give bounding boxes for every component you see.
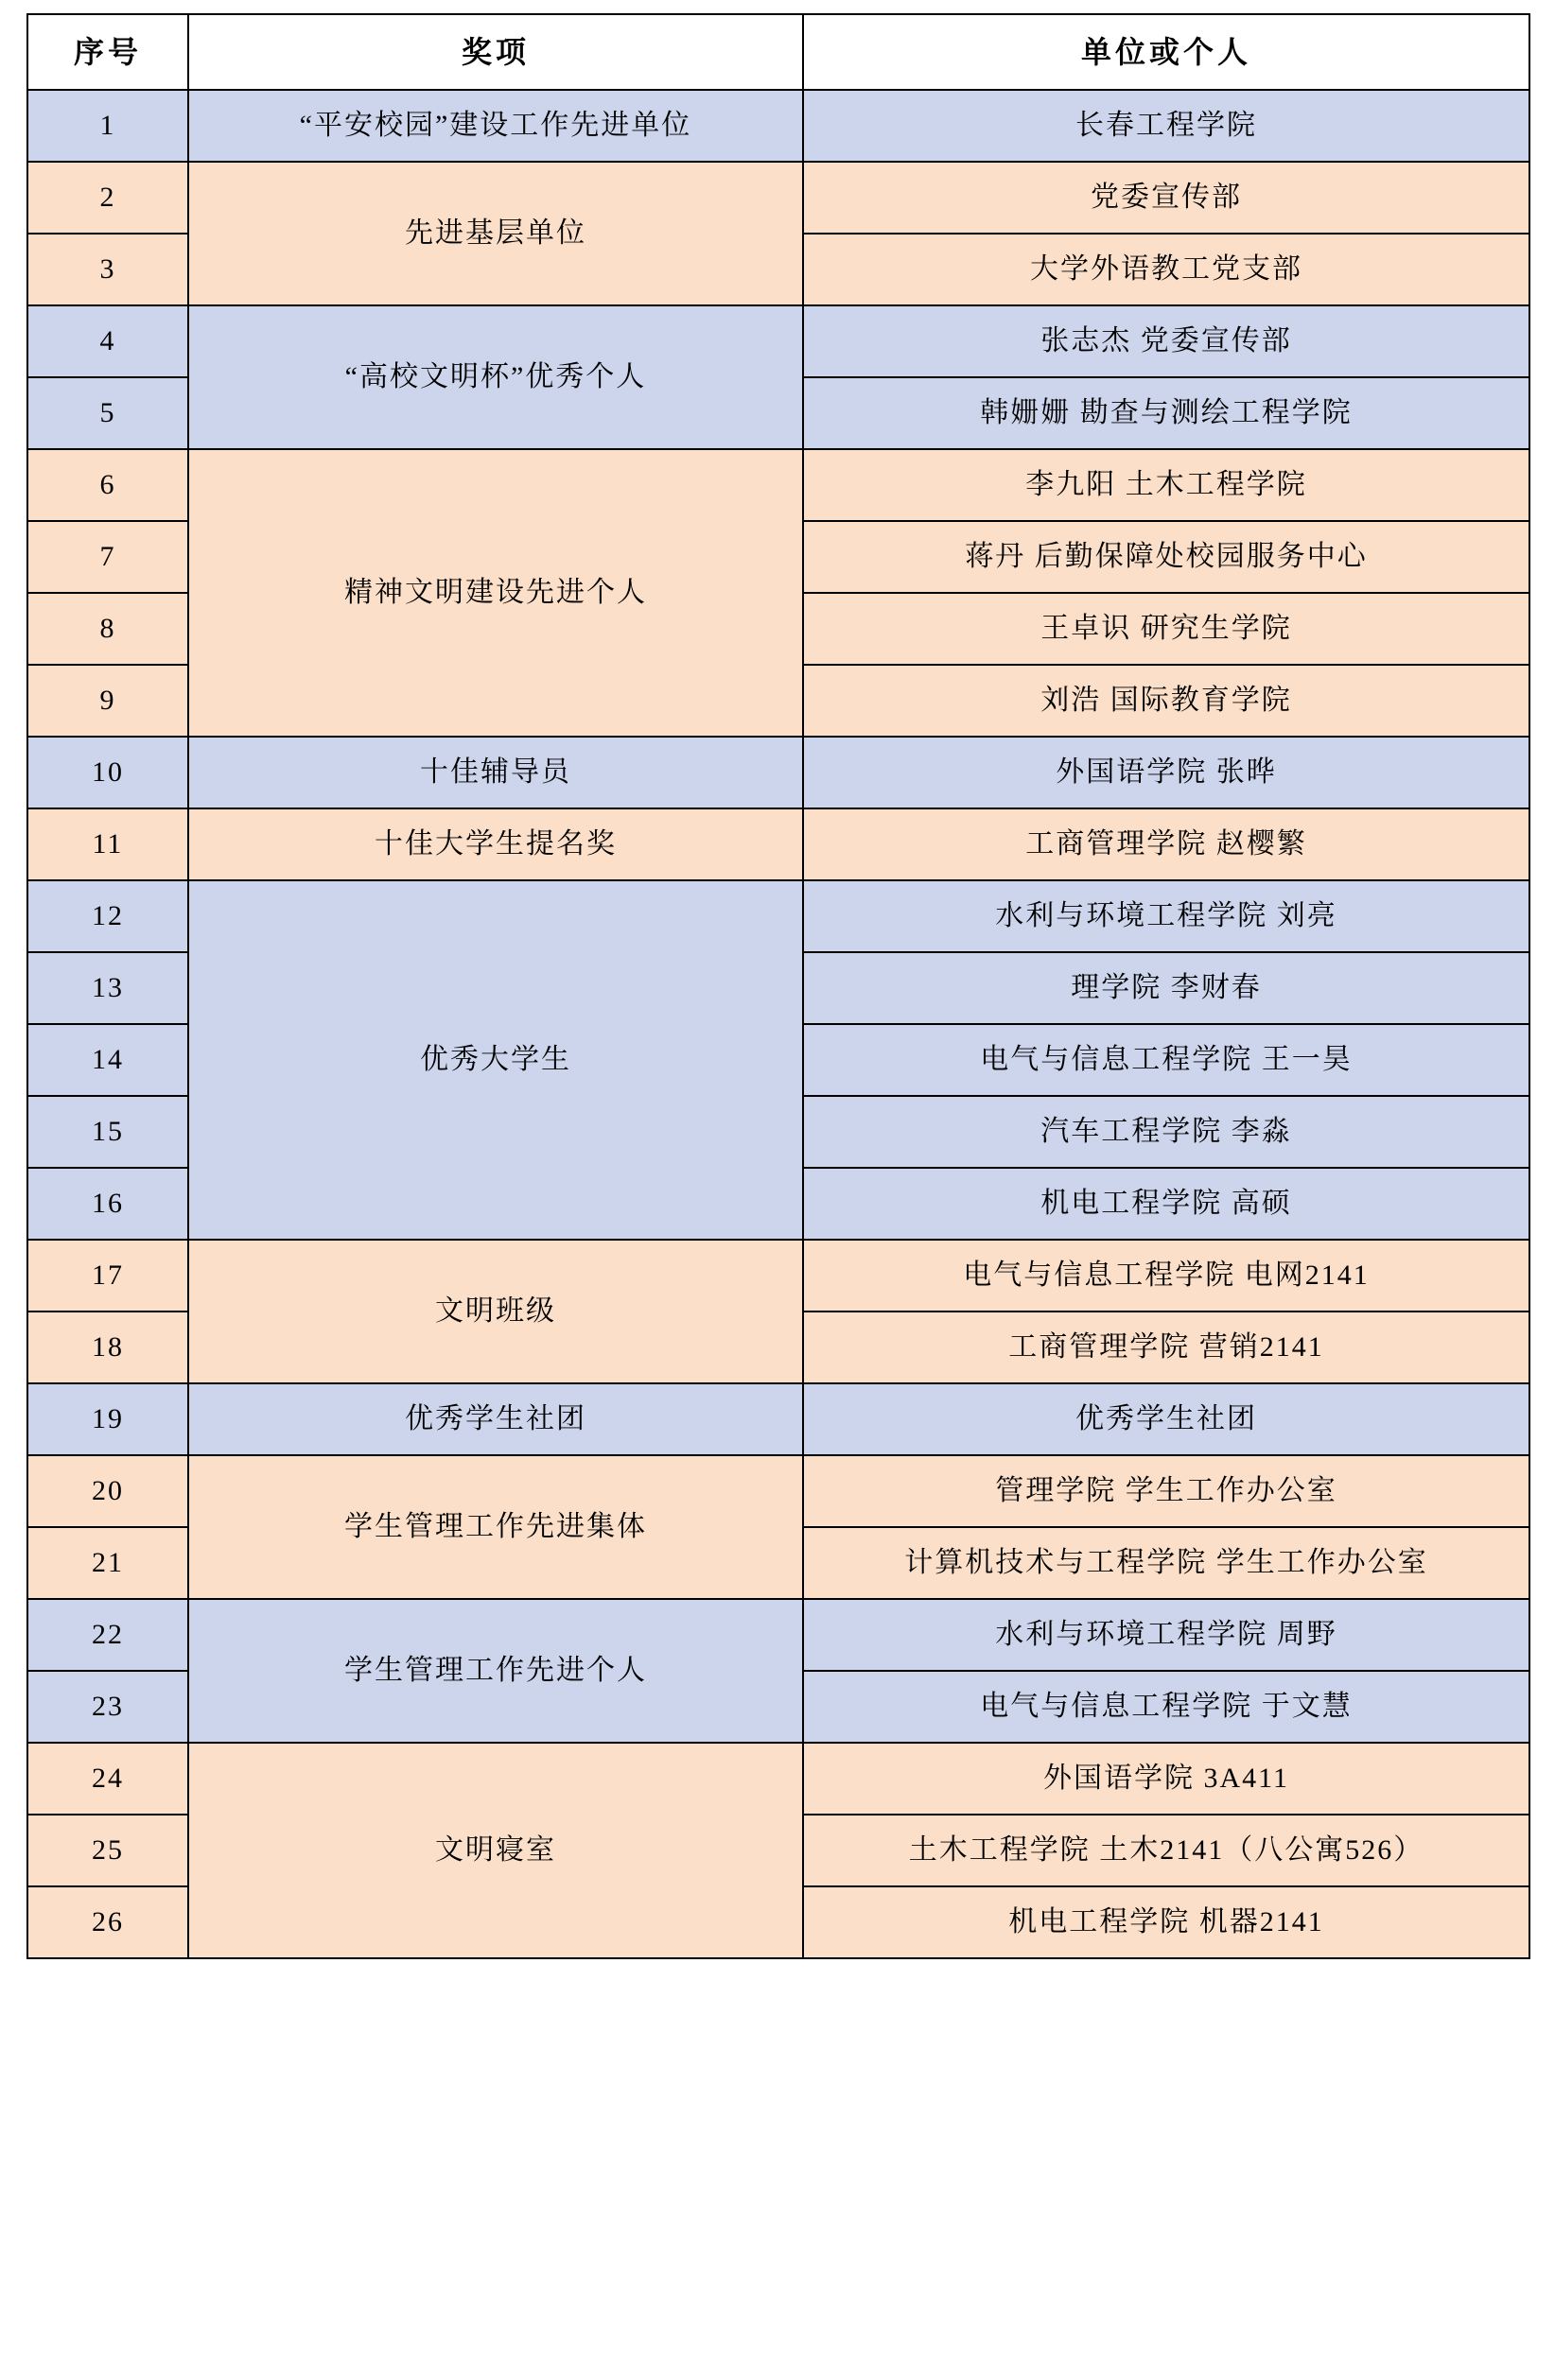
row-index-cell: 18 xyxy=(27,1312,188,1383)
row-index-cell: 20 xyxy=(27,1455,188,1527)
table-row xyxy=(27,880,1529,952)
unit-or-person-cell: 管理学院 学生工作办公室 xyxy=(803,1455,1529,1527)
row-index-cell: 5 xyxy=(27,377,188,449)
row-index-cell: 16 xyxy=(27,1168,188,1240)
row-index-cell: 6 xyxy=(27,449,188,521)
award-name-cell: “平安校园”建设工作先进单位 xyxy=(188,90,803,162)
row-index-cell: 2 xyxy=(27,162,188,234)
row-index-cell: 13 xyxy=(27,952,188,1024)
unit-or-person-cell: 电气与信息工程学院 于文慧 xyxy=(803,1671,1529,1743)
unit-or-person-cell: 工商管理学院 赵樱繁 xyxy=(803,808,1529,880)
table-header xyxy=(27,14,1529,90)
award-name-cell: 学生管理工作先进个人 xyxy=(188,1599,803,1743)
award-name-cell: 十佳大学生提名奖 xyxy=(188,808,803,880)
table-row xyxy=(27,1383,1529,1455)
table-row xyxy=(27,1599,1529,1671)
row-index-cell: 26 xyxy=(27,1886,188,1958)
unit-or-person-cell: 蒋丹 后勤保障处校园服务中心 xyxy=(803,521,1529,593)
table-row xyxy=(27,1743,1529,1815)
table-row xyxy=(27,90,1529,162)
table-row xyxy=(27,808,1529,880)
unit-or-person-cell: 理学院 李财春 xyxy=(803,952,1529,1024)
column-header-unit: 单位或个人 xyxy=(803,14,1529,90)
unit-or-person-cell: 韩姗姗 勘查与测绘工程学院 xyxy=(803,377,1529,449)
row-index-cell: 7 xyxy=(27,521,188,593)
award-name-cell: 先进基层单位 xyxy=(188,162,803,305)
row-index-cell: 21 xyxy=(27,1527,188,1599)
unit-or-person-cell: 张志杰 党委宣传部 xyxy=(803,305,1529,377)
unit-or-person-cell: 外国语学院 3A411 xyxy=(803,1743,1529,1815)
unit-or-person-cell: 李九阳 土木工程学院 xyxy=(803,449,1529,521)
row-index-cell: 10 xyxy=(27,737,188,808)
unit-or-person-cell: 王卓识 研究生学院 xyxy=(803,593,1529,665)
row-index-cell: 12 xyxy=(27,880,188,952)
unit-or-person-cell: 外国语学院 张晔 xyxy=(803,737,1529,808)
award-name-cell: 文明班级 xyxy=(188,1240,803,1383)
row-index-cell: 4 xyxy=(27,305,188,377)
award-name-cell: 优秀大学生 xyxy=(188,880,803,1240)
unit-or-person-cell: 土木工程学院 土木2141（八公寓526） xyxy=(803,1815,1529,1886)
award-name-cell: “高校文明杯”优秀个人 xyxy=(188,305,803,449)
unit-or-person-cell: 刘浩 国际教育学院 xyxy=(803,665,1529,737)
award-table xyxy=(26,13,1530,1959)
row-index-cell: 14 xyxy=(27,1024,188,1096)
unit-or-person-cell: 党委宣传部 xyxy=(803,162,1529,234)
unit-or-person-cell: 水利与环境工程学院 刘亮 xyxy=(803,880,1529,952)
unit-or-person-cell: 水利与环境工程学院 周野 xyxy=(803,1599,1529,1671)
unit-or-person-cell: 计算机技术与工程学院 学生工作办公室 xyxy=(803,1527,1529,1599)
table-row xyxy=(27,1240,1529,1312)
award-name-cell: 精神文明建设先进个人 xyxy=(188,449,803,737)
row-index-cell: 1 xyxy=(27,90,188,162)
award-name-cell: 优秀学生社团 xyxy=(188,1383,803,1455)
award-name-cell: 十佳辅导员 xyxy=(188,737,803,808)
row-index-cell: 8 xyxy=(27,593,188,665)
unit-or-person-cell: 长春工程学院 xyxy=(803,90,1529,162)
table-body xyxy=(27,90,1529,1958)
unit-or-person-cell: 机电工程学院 高硕 xyxy=(803,1168,1529,1240)
unit-or-person-cell: 工商管理学院 营销2141 xyxy=(803,1312,1529,1383)
row-index-cell: 9 xyxy=(27,665,188,737)
unit-or-person-cell: 电气与信息工程学院 王一昊 xyxy=(803,1024,1529,1096)
row-index-cell: 25 xyxy=(27,1815,188,1886)
row-index-cell: 17 xyxy=(27,1240,188,1312)
table-row xyxy=(27,737,1529,808)
award-name-cell: 文明寝室 xyxy=(188,1743,803,1958)
row-index-cell: 19 xyxy=(27,1383,188,1455)
row-index-cell: 22 xyxy=(27,1599,188,1671)
unit-or-person-cell: 机电工程学院 机器2141 xyxy=(803,1886,1529,1958)
row-index-cell: 11 xyxy=(27,808,188,880)
column-header-index: 序号 xyxy=(27,14,188,90)
table-header-row xyxy=(27,14,1529,90)
column-header-award: 奖项 xyxy=(188,14,803,90)
unit-or-person-cell: 大学外语教工党支部 xyxy=(803,234,1529,305)
unit-or-person-cell: 汽车工程学院 李淼 xyxy=(803,1096,1529,1168)
row-index-cell: 15 xyxy=(27,1096,188,1168)
table-row xyxy=(27,162,1529,234)
unit-or-person-cell: 电气与信息工程学院 电网2141 xyxy=(803,1240,1529,1312)
unit-or-person-cell: 优秀学生社团 xyxy=(803,1383,1529,1455)
award-name-cell: 学生管理工作先进集体 xyxy=(188,1455,803,1599)
table-row xyxy=(27,1455,1529,1527)
table-row xyxy=(27,305,1529,377)
row-index-cell: 24 xyxy=(27,1743,188,1815)
row-index-cell: 23 xyxy=(27,1671,188,1743)
table-row xyxy=(27,449,1529,521)
row-index-cell: 3 xyxy=(27,234,188,305)
